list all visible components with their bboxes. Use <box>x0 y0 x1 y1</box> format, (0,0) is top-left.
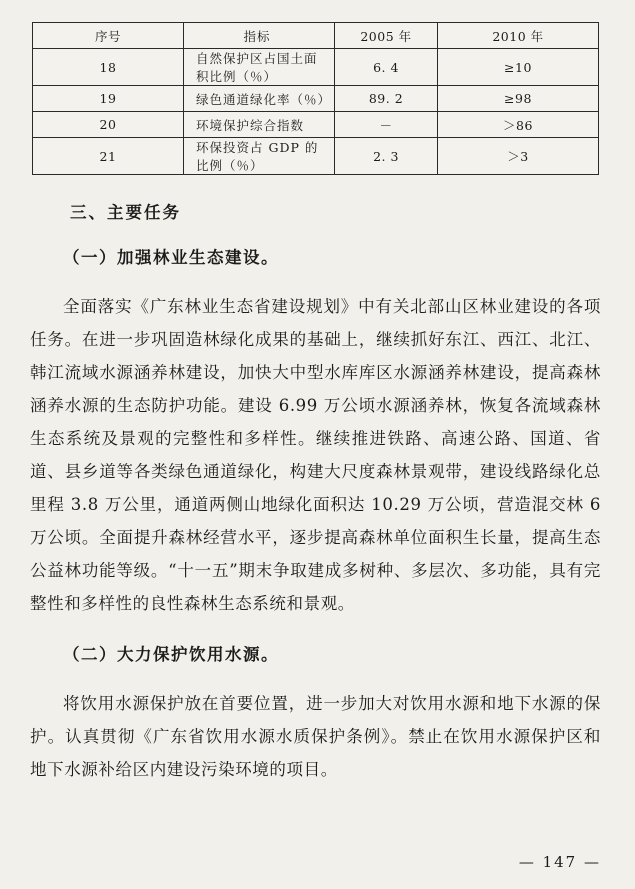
row-indicator: 绿色通道绿化率（％） <box>184 86 335 112</box>
row-index: 18 <box>33 49 184 86</box>
table-row <box>33 138 599 175</box>
row-value-2010: ＞86 <box>438 112 599 138</box>
table-row <box>33 49 599 86</box>
page-number: — 147 — <box>518 853 601 871</box>
row-value-2005: 2. 3 <box>335 138 438 175</box>
table-header-index: 序号 <box>33 23 184 49</box>
row-value-2005: 89. 2 <box>335 86 438 112</box>
row-value-2005: 6. 4 <box>335 49 438 86</box>
row-value-2010: ＞3 <box>438 138 599 175</box>
row-index: 20 <box>33 112 184 138</box>
row-indicator: 环保投资占 GDP 的比例（％） <box>184 138 335 175</box>
table-header-2010: 2010 年 <box>438 23 599 49</box>
row-index: 19 <box>33 86 184 112</box>
row-indicator: 环境保护综合指数 <box>184 112 335 138</box>
row-value-2010: ≥10 <box>438 49 599 86</box>
table-header-row <box>33 23 599 49</box>
indicator-table-wrapper <box>30 22 601 175</box>
paragraph-1: 全面落实《广东林业生态省建设规划》中有关北部山区林业建设的各项任务。在进一步巩固造林绿化成果的基础上，继续抓好东江、西江、北江、韩江流域水源涵养林建设，加快大中型水库库区水源涵养林建设，提高森林涵养水源的生态防护功能。建设 6.99 万公顷水源涵养林，恢复各流域森林生态系统及景观的完整性和多样性。继续推进铁路、高速公路、国道、省道、县乡道等各类绿色通道绿化，构建大尺度森林景观带，建设线路绿化总里程 3.8 万公里，通道两侧山地绿化面积达 10.29 万公顷，营造混交林 6 万公顷。全面提升森林经营水平，逐步提高森林单位面积生长量，提高生态公益林功能等级。“十一五”期末争取建成多树种、多层次、多功能，具有完整性和多样性的良性森林生态系统和景观。 <box>30 297 601 613</box>
table-row <box>33 86 599 112</box>
paragraph-2: 将饮用水源保护放在首要位置，进一步加大对饮用水源和地下水源的保护。认真贯彻《广东省饮用水源水质保护条例》。禁止在饮用水源保护区和地下水源补给区内建设污染环境的项目。 <box>30 694 601 779</box>
subsection-heading-2: （二）大力保护饮用水源。 <box>63 645 279 664</box>
table-header-2005: 2005 年 <box>335 23 438 49</box>
table-header-indicator: 指标 <box>184 23 335 49</box>
row-value-2010: ≥98 <box>438 86 599 112</box>
row-index: 21 <box>33 138 184 175</box>
row-indicator: 自然保护区占国土面积比例（％） <box>184 49 335 86</box>
subsection-heading-1: （一）加强林业生态建设。 <box>63 248 279 267</box>
table-row <box>33 112 599 138</box>
row-value-2005: － <box>335 112 438 138</box>
indicator-table <box>32 22 599 175</box>
section-title: 三、主要任务 <box>70 203 181 222</box>
